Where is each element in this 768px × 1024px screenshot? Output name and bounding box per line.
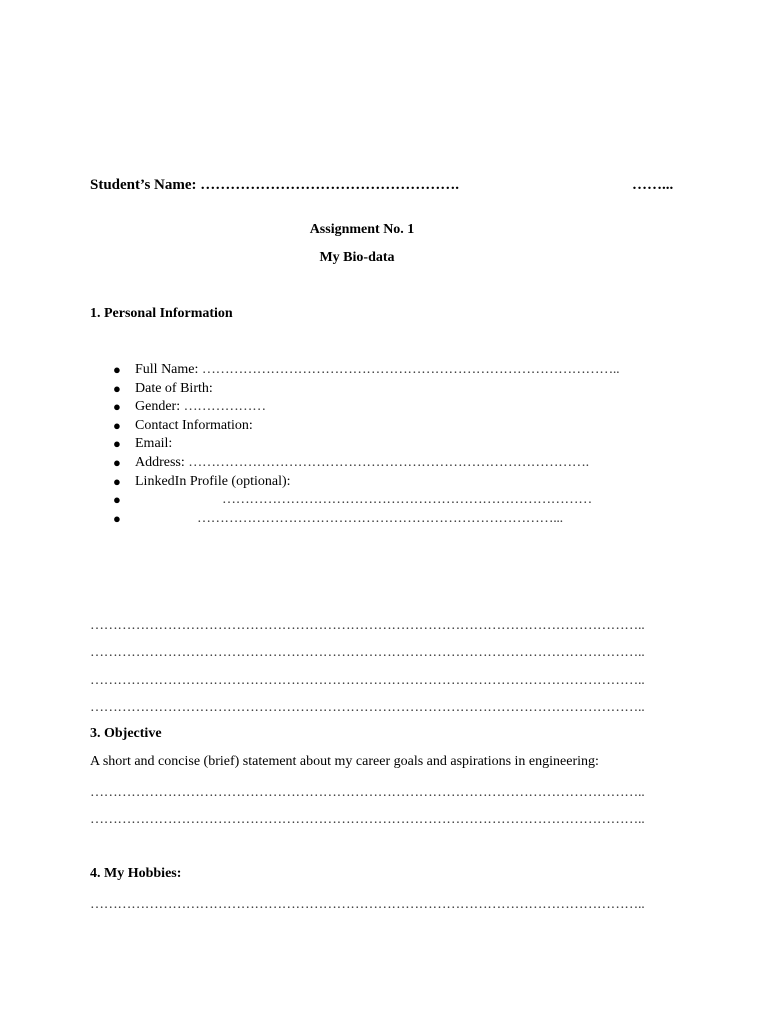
blank-line[interactable]: …………………………………………………………………………………………………………..: [90, 618, 645, 633]
objective-line[interactable]: …………………………………………………………………………………………………………..: [90, 812, 645, 827]
list-item-blank-2[interactable]: [110, 510, 619, 529]
field-label: Full Name:: [135, 362, 202, 377]
section-objective-heading: 3. Objective: [90, 726, 162, 741]
personal-info-list: [110, 361, 619, 528]
assignment-title: Assignment No. 1: [309, 222, 415, 237]
bullet-icon: ●: [113, 473, 121, 489]
field-label: Date of Birth:: [135, 380, 213, 396]
bullet-icon: ●: [113, 492, 121, 508]
list-item-contact-information[interactable]: [110, 417, 619, 436]
bullet-icon: ●: [113, 362, 121, 377]
bullet-icon: ●: [113, 510, 121, 526]
field-label: Contact Information:: [135, 417, 253, 433]
section-personal-heading: 1. Personal Information: [90, 306, 233, 321]
list-item-gender[interactable]: [110, 398, 619, 417]
field-label: Email:: [135, 436, 173, 452]
bullet-icon: ●: [113, 380, 121, 396]
list-item-full-name[interactable]: [110, 361, 619, 380]
hobbies-line[interactable]: …………………………………………………………………………………………………………..: [90, 897, 645, 912]
list-item-email[interactable]: [110, 435, 619, 454]
field-dots[interactable]: ………………………………………………………………………………..: [201, 362, 620, 377]
list-item-address[interactable]: [110, 454, 619, 473]
objective-line[interactable]: …………………………………………………………………………………………………………..: [90, 785, 645, 800]
bullet-icon: ●: [113, 399, 121, 415]
blank-line[interactable]: …………………………………………………………………………………………………………..: [90, 645, 645, 660]
student-name-line: [90, 177, 459, 194]
list-item-blank-1[interactable]: [110, 491, 619, 510]
blank-line[interactable]: …………………………………………………………………………………………………………..: [90, 700, 645, 715]
trailing-dots: ……...: [632, 177, 674, 193]
field-dots[interactable]: …………………………………………………………………………….: [188, 454, 589, 470]
objective-prompt: A short and concise (brief) statement about my career goals and aspirations in engineering:: [90, 754, 599, 769]
document-subtitle: My Bio-data: [319, 250, 395, 265]
blank-line[interactable]: …………………………………………………………………………………………………………..: [90, 673, 645, 688]
field-dots[interactable]: ………………………………………………………………………: [222, 492, 592, 508]
list-item-linkedin[interactable]: [110, 473, 619, 492]
bullet-icon: ●: [113, 417, 121, 433]
student-name-label: Student’s Name:: [90, 177, 197, 193]
field-label: LinkedIn Profile (optional):: [135, 473, 291, 489]
student-name-dots[interactable]: …………………………………………….: [200, 177, 460, 193]
bullet-icon: ●: [113, 454, 121, 470]
field-dots[interactable]: ………………: [183, 399, 266, 415]
field-label: Gender:: [135, 399, 184, 415]
field-dots[interactable]: ……………………………………………………………………...: [197, 510, 563, 526]
bullet-icon: ●: [113, 436, 121, 452]
list-item-date-of-birth[interactable]: [110, 380, 619, 399]
field-label: Address:: [135, 454, 189, 470]
section-hobbies-heading: 4. My Hobbies:: [90, 866, 182, 881]
